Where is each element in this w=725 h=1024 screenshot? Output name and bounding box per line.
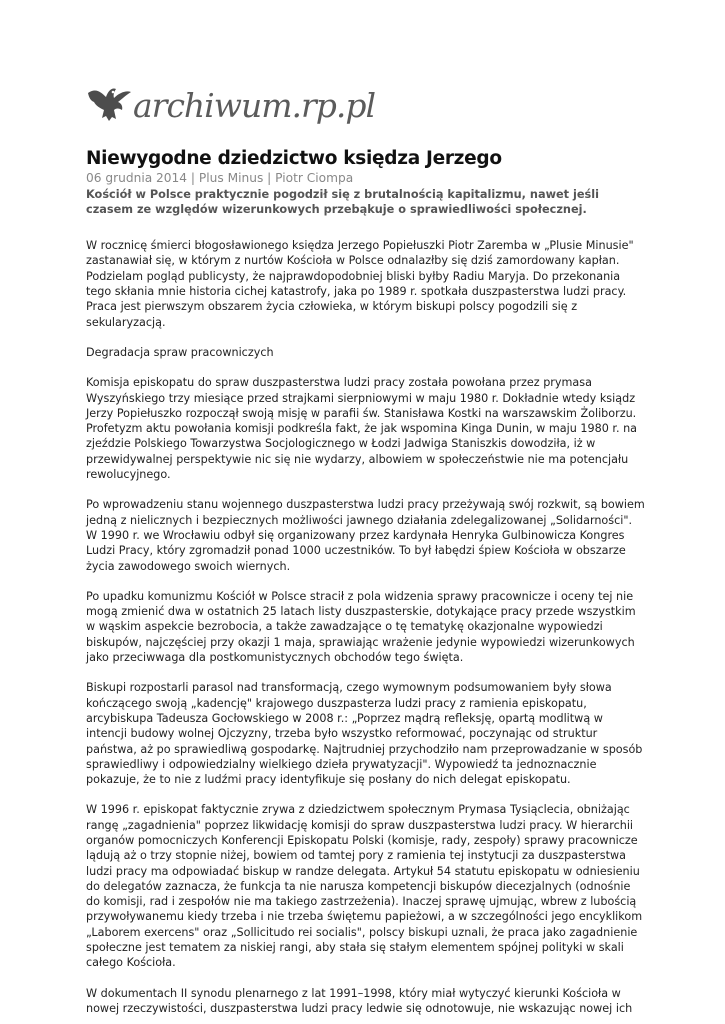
eagle-icon <box>86 83 133 127</box>
paragraph: Po upadku komunizmu Kościół w Polsce stracił z pola widzenia sprawy pracownicze i oceny tej nie mogą zmienić dwa w ostatnich 25 latach listy duszpasterskie, dotykające pracy przede wszystkim w wąskim aspekcie bezrobocia, a także zawadzające o tę tematykę okazjonalne wypowiedzi biskupów, najczęściej przy okazji 1 maja, sprawiając wrażenie jedynie wypowiedzi wizerunkowych jako przeciwwaga dla postkomunistycznych obchodów tego święta. <box>86 589 636 665</box>
article-meta: 06 grudnia 2014 | Plus Minus | Piotr Ciompa <box>86 171 354 186</box>
paragraph: Po wprowadzeniu stanu wojennego duszpasterstwa ludzi pracy przeżywają swój rozkwit, są bowiem jedną z nielicznych i bezpiecznych możliwości jawnego działania zdelegalizowanej „Solidarności". W 1990 r. we Wrocławiu odbył się organizowany przez kardynała Henryka Gulbinowicza Kongres Ludzi Pracy, który zgromadził ponad 1000 uczestników. To był łabędzi śpiew Kościoła w obszarze życia zawodowego swoich wiernych. <box>86 498 645 573</box>
paragraph: Biskupi rozpostarli parasol nad transformacją, czego wymownym podsumowaniem były słowa kończącego swoją „kadencję" krajowego duszpasterza ludzi pracy z ramienia episkopatu, arcybiskupa Tadeusza Gocłowskiego w 2008 r.: „Poprzez mądrą refleksję, opartą modlitwą w intencji budowy wolnej Ojczyzny, trzeba było wszystko reformować, poczynając od struktur państwa, aż po sprawiedliwą gospodarkę. Najtrudniej przychodziło nam przeprowadzanie w sposób sprawiedliwy i odpowiedzialny wielkiego dzieła prywatyzacji". Wypowiedź ta jednoznacznie pokazuje, że to nie z ludźmi pracy identyfikuje się posłany do nich delegat episkopatu. <box>86 681 643 787</box>
paragraph: W dokumentach II synodu plenarnego z lat 1991–1998, który miał wytyczyć kierunki Kościoła w nowej rzeczywistości, duszpasterstwa ludzi pracy ledwie się odnotowuje, nie wskazując nowej ich <box>86 986 633 1015</box>
paragraph: W 1996 r. episkopat faktycznie zrywa z dziedzictwem społecznym Prymasa Tysiąclecia, obniżając rangę „zagadnienia" poprzez likwidację komisji do spraw duszpasterstwa ludzi pracy. W hierarchii organów pomocniczych Konferencji Episkopatu Polski (komisje, rady, zespoły) sprawy pracownicze lądują aż o trzy stopnie niżej, bowiem od tamtej pory z ramienia tej instytucji za duszpasterstwa ludzi pracy ma odpowiadać biskup w randze delegata. Artykuł 54 statutu episkopatu w odniesieniu do delegatów zaznacza, że funkcja ta nie narusza kompetencji biskupów diecezjalnych (odnośnie do komisji, rad i zespołów nie ma takiego zastrzeżenia). Inaczej sprawę ujmując, wbrew z lubością przywoływanemu kiedy trzeba i nie trzeba świętemu papieżowi, a w szczególności jego encyklikom „Laborem exercens" oraz „Sollicitudo rei socialis", polscy biskupi uznali, że praca jako zagadnienie społeczne jest tematem za niskiej rangi, aby stała się stałym elementem spójnej polityki w skali całego Kościoła. <box>86 803 643 970</box>
section-heading: Degradacja spraw pracowniczych <box>86 345 274 359</box>
article-lead: Kościół w Polsce praktycznie pogodził się z brutalnością kapitalizmu, nawet jeśli czasem ze względów wizerunkowych przebąkuje o sprawiedliwości społecznej. <box>86 188 600 217</box>
logo-text: archiwum.rp.pl <box>133 85 376 125</box>
paragraph: Komisja episkopatu do spraw duszpasterstwa ludzi pracy została powołana przez prymasa Wyszyńskiego trzy miesiące przed strajkami sierpniowymi w maju 1980 r. Dokładnie wtedy ksiądz Jerzy Popiełuszko rozpoczął swoją misję w parafii św. Stanisława Kostki na warszawskim Żoliborzu. Profetyzm aktu powołania komisji podkreśla fakt, że jak wspomina Kinga Dunin, w maju 1980 r. na zjeździe Polskiego Towarzystwa Socjologicznego w Łodzi Jadwiga Staniszkis dowodziła, iż w przewidywalnej perspektywie nic się nie wydarzy, albowiem w społeczeństwie nie ma potencjału rewolucyjnego. <box>86 376 638 482</box>
article-page <box>86 80 646 1016</box>
paragraph: W rocznicę śmierci błogosławionego księdza Jerzego Popiełuszki Piotr Zaremba w „Plusie Minusie" zastanawiał się, w którym z nurtów Kościoła w Polsce odnalazłby się dziś zamordowany kapłan. Podzielam pogląd publicysty, że najprawdopodobniej bliski byłby Radiu Maryja. Do przekonania tego skłania mnie historia cichej katastrofy, jaka po 1989 r. spotkała duszpasterstwa ludzi pracy. Praca jest pierwszym obszarem życia człowieka, w którym biskupi polscy pogodzili się z sekularyzacją. <box>86 239 634 329</box>
site-logo[interactable] <box>86 80 646 130</box>
article-title: Niewygodne dziedzictwo księdza Jerzego <box>86 148 502 169</box>
